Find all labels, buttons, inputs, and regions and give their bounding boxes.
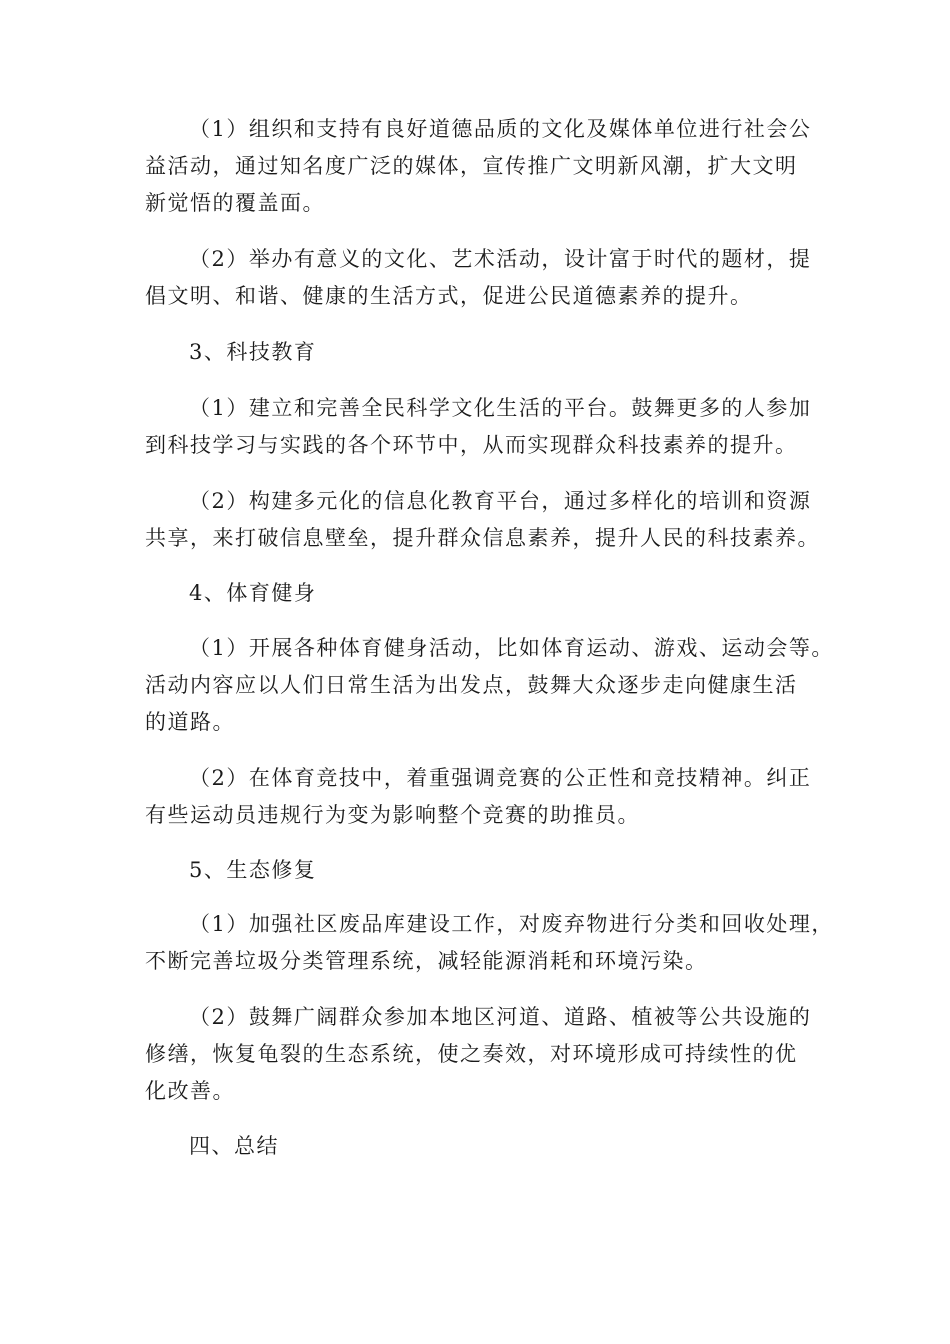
text-line: 益活动，通过知名度广泛的媒体，宣传推广文明新风潮，扩大文明 bbox=[145, 154, 798, 178]
text-line: （2）鼓舞广阔群众参加本地区河道、道路、植被等公共设施的 bbox=[189, 1005, 812, 1029]
text-line: （2）举办有意义的文化、艺术活动，设计富于时代的题材，提 bbox=[189, 247, 812, 271]
paragraph-sports-2 bbox=[145, 760, 815, 834]
text-line: 共享，来打破信息壁垒，提升群众信息素养，提升人民的科技素养。 bbox=[145, 526, 820, 550]
text-line: 有些运动员违规行为变为影响整个竞赛的助推员。 bbox=[145, 803, 640, 827]
text-line: （1）组织和支持有良好道德品质的文化及媒体单位进行社会公 bbox=[189, 117, 812, 141]
paragraph-culture-2 bbox=[145, 241, 815, 315]
text-line: 3、科技教育 bbox=[189, 340, 317, 364]
text-line: 化改善。 bbox=[145, 1079, 235, 1103]
text-line: （1）开展各种体育健身活动，比如体育运动、游戏、运动会等。 bbox=[189, 636, 834, 660]
text-line: 的道路。 bbox=[145, 710, 235, 734]
text-line: 修缮，恢复龟裂的生态系统，使之奏效，对环境形成可持续性的优 bbox=[145, 1042, 798, 1066]
text-line: 不断完善垃圾分类管理系统，减轻能源消耗和环境污染。 bbox=[145, 949, 708, 973]
text-line: （1）建立和完善全民科学文化生活的平台。鼓舞更多的人参加 bbox=[189, 396, 812, 420]
text-line: 倡文明、和谐、健康的生活方式，促进公民道德素养的提升。 bbox=[145, 284, 753, 308]
section-heading-summary bbox=[145, 1128, 815, 1165]
text-line: 活动内容应以人们日常生活为出发点，鼓舞大众逐步走向健康生活 bbox=[145, 673, 798, 697]
section-heading-tech-education bbox=[145, 334, 815, 371]
paragraph-tech-2 bbox=[145, 483, 820, 557]
text-line: （2）在体育竞技中，着重强调竞赛的公正性和竞技精神。纠正 bbox=[189, 766, 812, 790]
paragraph-tech-1 bbox=[145, 390, 815, 464]
text-line: 4、体育健身 bbox=[189, 581, 317, 605]
section-heading-ecology bbox=[145, 852, 815, 889]
paragraph-ecology-2 bbox=[145, 999, 815, 1110]
section-heading-sports bbox=[145, 575, 815, 612]
paragraph-ecology-1 bbox=[145, 906, 834, 980]
paragraph-sports-1 bbox=[145, 630, 834, 741]
text-line: 到科技学习与实践的各个环节中，从而实现群众科技素养的提升。 bbox=[145, 433, 798, 457]
text-line: 新觉悟的覆盖面。 bbox=[145, 191, 325, 215]
text-line: 四、总结 bbox=[189, 1134, 279, 1158]
text-line: （1）加强社区废品库建设工作，对废弃物进行分类和回收处理， bbox=[189, 912, 834, 936]
text-line: （2）构建多元化的信息化教育平台，通过多样化的培训和资源 bbox=[189, 489, 812, 513]
paragraph-culture-1 bbox=[145, 111, 815, 222]
text-line: 5、生态修复 bbox=[189, 858, 317, 882]
